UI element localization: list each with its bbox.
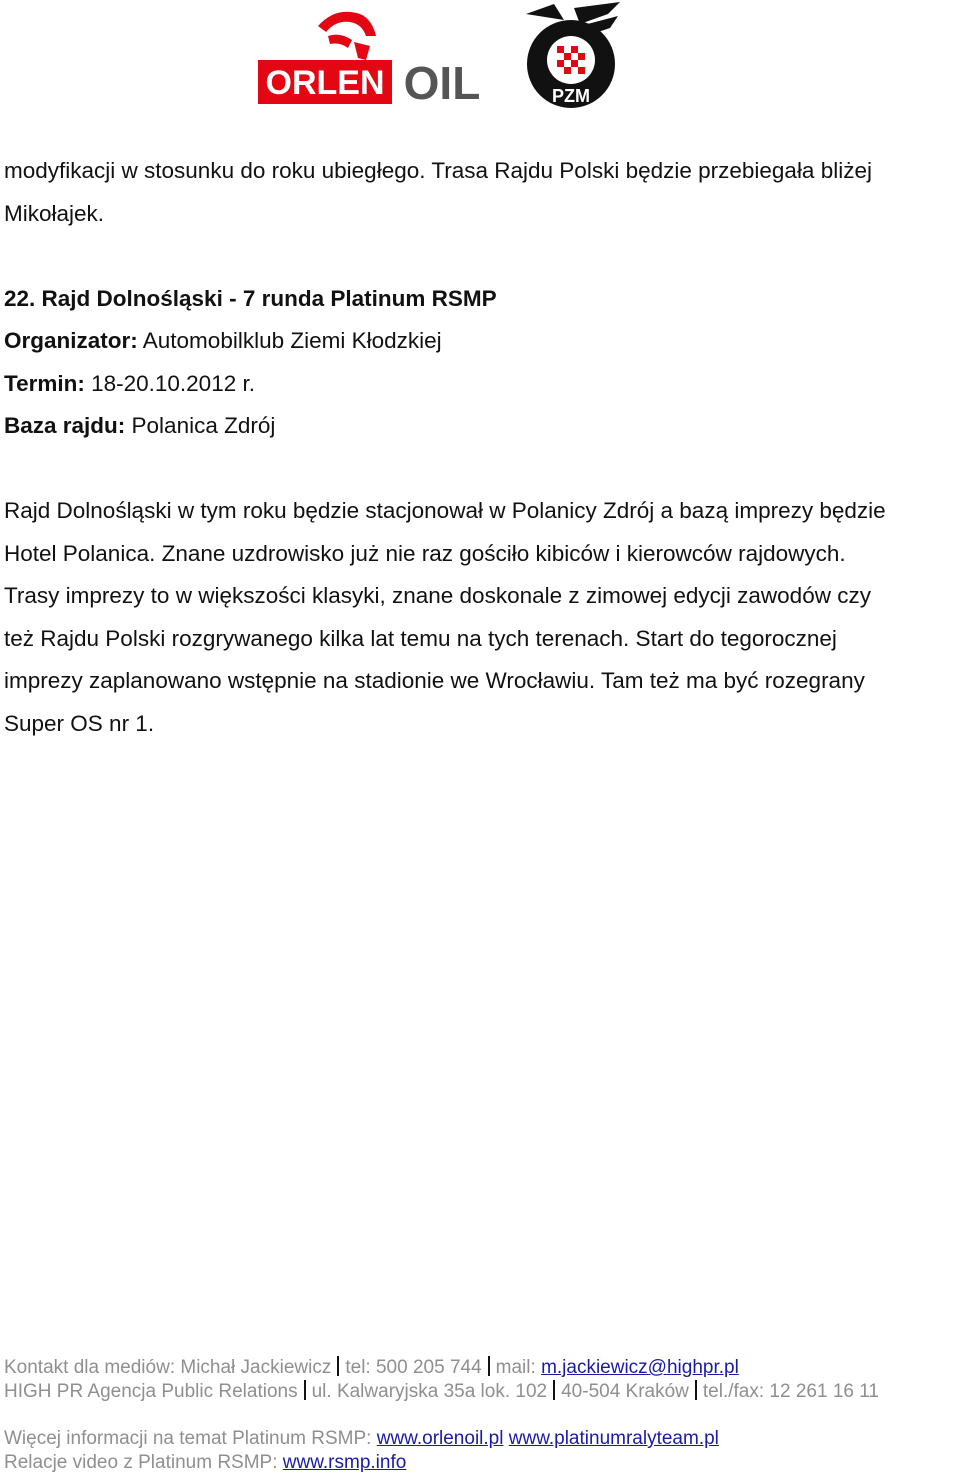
footer-tel: tel: 500 205 744 xyxy=(345,1357,482,1378)
event-base xyxy=(4,405,959,448)
base-label: Baza rajdu: xyxy=(4,413,126,438)
footer-telfax: tel./fax: 12 261 16 11 xyxy=(702,1381,879,1402)
footer-video-label: Relacje video z Platinum RSMP: xyxy=(4,1452,283,1473)
footer-link-platinum[interactable]: www.platinumralyteam.pl xyxy=(508,1428,719,1449)
event-title: 22. Rajd Dolnośląski - 7 runda Platinum RSMP xyxy=(4,285,497,311)
footer-city: 40-504 Kraków xyxy=(561,1381,689,1402)
footer xyxy=(4,1356,959,1475)
footer-link-orlenoil[interactable]: www.orlenoil.pl xyxy=(376,1428,504,1449)
footer-contact-label: Kontakt dla mediów: Michał Jackiewicz xyxy=(4,1357,332,1378)
intro-line-2: Mikołajek. xyxy=(4,200,105,226)
paragraph-line-6: Super OS nr 1. xyxy=(4,710,155,736)
footer-mail-label: mail: xyxy=(495,1357,542,1378)
footer-agency: HIGH PR Agencja Public Relations xyxy=(4,1381,298,1402)
intro-line-1: modyfikacji w stosunku do roku ubiegłego. Trasa Rajdu Polski będzie przebiegała bliżej xyxy=(4,158,872,183)
header-logos xyxy=(0,0,960,120)
footer-more-info-label: Więcej informacji na temat Platinum RSMP: xyxy=(4,1428,377,1449)
footer-agency-row xyxy=(4,1380,959,1404)
pzm-logo xyxy=(524,2,622,112)
footer-link-rsmp[interactable]: www.rsmp.info xyxy=(282,1452,407,1473)
pzm-logo-text: PZM xyxy=(552,86,590,106)
organizer-label: Organizator: xyxy=(4,328,138,353)
date-label: Termin: xyxy=(4,370,85,396)
paragraph-line-2: Hotel Polanica. Znane uzdrowisko już nie raz gościło kibiców i kierowców rajdowych. xyxy=(4,540,846,566)
base-value: Polanica Zdrój xyxy=(125,413,276,438)
paragraph-line-3: Trasy imprezy to w większości klasyki, znane doskonale z zimowej edycji zawodów czy xyxy=(4,583,871,608)
press-release-body xyxy=(4,150,959,745)
orlen-oil-logo xyxy=(258,6,490,106)
footer-street: ul. Kalwaryjska 35a lok. 102 xyxy=(311,1381,548,1402)
paragraph-line-1: Rajd Dolnośląski w tym roku będzie stacjonował w Polanicy Zdrój a bazą imprezy będzie xyxy=(4,498,886,523)
footer-more-info-row xyxy=(4,1427,959,1451)
event-organizer xyxy=(4,320,959,363)
footer-mail-link[interactable]: m.jackiewicz@highpr.pl xyxy=(541,1357,739,1378)
paragraph-line-5: imprezy zaplanowano wstępnie na stadionie we Wrocławiu. Tam też ma być rozegrany xyxy=(4,668,865,693)
footer-contact-row xyxy=(4,1356,959,1380)
paragraph-line-4: też Rajdu Polski rozgrywanego kilka lat temu na tych terenach. Start do tegorocznej xyxy=(4,625,837,651)
orlen-logo-word1: ORLEN xyxy=(265,64,385,102)
checker-icon xyxy=(557,46,585,74)
organizer-value: Automobilklub Ziemi Kłodzkiej xyxy=(137,328,442,353)
event-date xyxy=(4,363,959,406)
date-value: 18-20.10.2012 r. xyxy=(84,370,255,396)
orlen-logo-word2: OIL xyxy=(403,57,481,106)
footer-video-row xyxy=(4,1451,959,1475)
